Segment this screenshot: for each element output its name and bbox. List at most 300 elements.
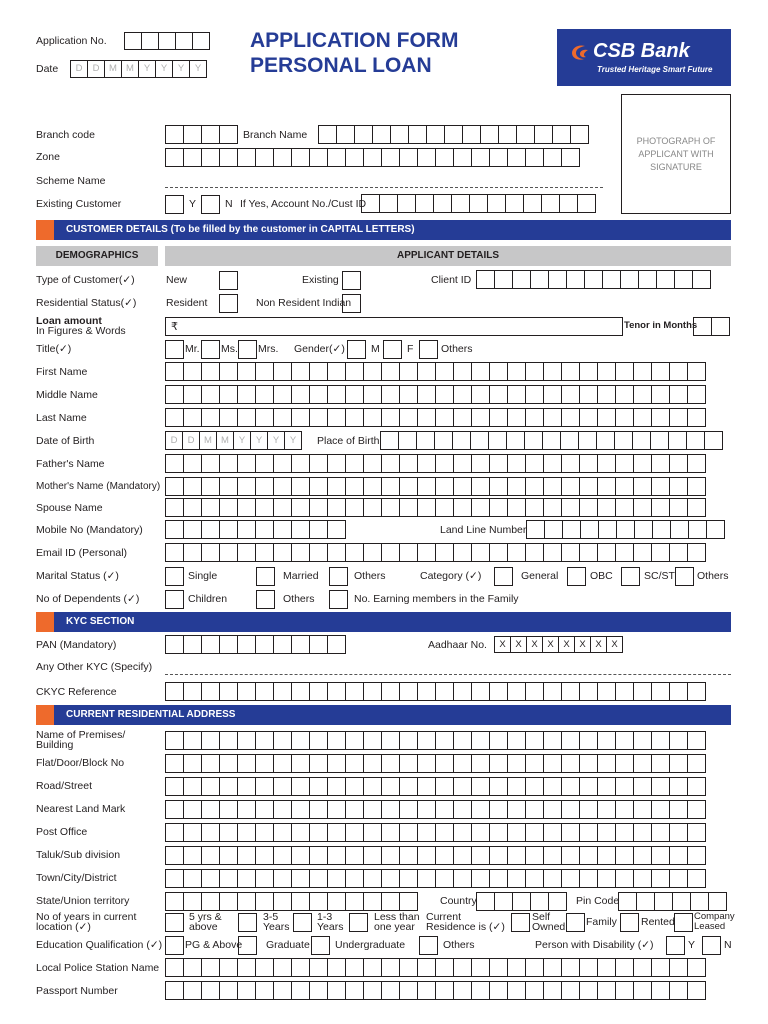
last-name-box[interactable] [291, 408, 310, 427]
fathers-name-box[interactable] [561, 454, 580, 473]
place-of-birth-box[interactable] [578, 431, 597, 450]
account-no-box[interactable] [559, 194, 578, 213]
gender-f-checkbox[interactable] [383, 340, 402, 359]
ckyc-box[interactable] [507, 682, 526, 701]
pin-code-box[interactable] [708, 892, 727, 911]
middle-name-box[interactable] [219, 385, 238, 404]
flat-box[interactable] [489, 754, 508, 773]
zone-box[interactable] [507, 148, 526, 167]
ckyc-box[interactable] [399, 682, 418, 701]
client-id-box[interactable] [512, 270, 531, 289]
client-id-box[interactable] [494, 270, 513, 289]
zone-box[interactable] [381, 148, 400, 167]
landline-box[interactable] [706, 520, 725, 539]
premises-box[interactable] [183, 731, 202, 750]
first-name-box[interactable] [327, 362, 346, 381]
flat-box[interactable] [183, 754, 202, 773]
last-name-box[interactable] [489, 408, 508, 427]
flat-box[interactable] [597, 754, 616, 773]
last-name-box[interactable] [579, 408, 598, 427]
flat-box[interactable] [561, 754, 580, 773]
dob-box[interactable]: D [182, 431, 200, 450]
passport-box[interactable] [219, 981, 238, 1000]
single-checkbox[interactable] [165, 567, 184, 586]
last-name-box[interactable] [381, 408, 400, 427]
police-station-box[interactable] [453, 958, 472, 977]
police-station-box[interactable] [273, 958, 292, 977]
police-station-box[interactable] [399, 958, 418, 977]
town-box[interactable] [471, 869, 490, 888]
email-box[interactable] [525, 543, 544, 562]
ckyc-box[interactable] [543, 682, 562, 701]
resident-checkbox[interactable] [219, 294, 238, 313]
ckyc-box[interactable] [417, 682, 436, 701]
client-id-box[interactable] [638, 270, 657, 289]
road-box[interactable] [633, 777, 652, 796]
place-of-birth-box[interactable] [398, 431, 417, 450]
middle-name-box[interactable] [399, 385, 418, 404]
ckyc-box[interactable] [489, 682, 508, 701]
town-box[interactable] [561, 869, 580, 888]
flat-box[interactable] [525, 754, 544, 773]
zone-box[interactable] [255, 148, 274, 167]
application-no-box[interactable] [158, 32, 176, 50]
state-box[interactable] [255, 892, 274, 911]
dob-box[interactable]: Y [267, 431, 285, 450]
ckyc-box[interactable] [669, 682, 688, 701]
post-office-box[interactable] [183, 823, 202, 842]
town-box[interactable] [579, 869, 598, 888]
account-no-box[interactable] [523, 194, 542, 213]
last-name-box[interactable] [345, 408, 364, 427]
middle-name-box[interactable] [489, 385, 508, 404]
mothers-name-box[interactable] [381, 477, 400, 496]
children-checkbox[interactable] [165, 590, 184, 609]
ckyc-box[interactable] [525, 682, 544, 701]
town-box[interactable] [201, 869, 220, 888]
last-name-box[interactable] [183, 408, 202, 427]
landmark-box[interactable] [255, 800, 274, 819]
last-name-box[interactable] [327, 408, 346, 427]
zone-box[interactable] [561, 148, 580, 167]
taluk-box[interactable] [363, 846, 382, 865]
first-name-box[interactable] [219, 362, 238, 381]
email-box[interactable] [201, 543, 220, 562]
flat-box[interactable] [633, 754, 652, 773]
landmark-box[interactable] [525, 800, 544, 819]
middle-name-box[interactable] [687, 385, 706, 404]
state-box[interactable] [399, 892, 418, 911]
spouse-name-box[interactable] [543, 498, 562, 517]
taluk-box[interactable] [489, 846, 508, 865]
police-station-box[interactable] [201, 958, 220, 977]
last-name-box[interactable] [561, 408, 580, 427]
taluk-box[interactable] [651, 846, 670, 865]
town-box[interactable] [543, 869, 562, 888]
flat-box[interactable] [309, 754, 328, 773]
town-box[interactable] [453, 869, 472, 888]
landmark-box[interactable] [615, 800, 634, 819]
client-id-box[interactable] [530, 270, 549, 289]
dob-box[interactable]: Y [250, 431, 268, 450]
aadhaar-box[interactable]: X [526, 636, 543, 653]
post-office-box[interactable] [687, 823, 706, 842]
client-id-box[interactable] [656, 270, 675, 289]
mothers-name-box[interactable] [255, 477, 274, 496]
landline-box[interactable] [616, 520, 635, 539]
spouse-name-box[interactable] [453, 498, 472, 517]
spouse-name-boxes[interactable] [165, 498, 706, 517]
post-office-box[interactable] [291, 823, 310, 842]
middle-name-box[interactable] [471, 385, 490, 404]
spouse-name-box[interactable] [381, 498, 400, 517]
police-station-box[interactable] [615, 958, 634, 977]
state-box[interactable] [183, 892, 202, 911]
road-box[interactable] [435, 777, 454, 796]
mothers-name-box[interactable] [471, 477, 490, 496]
country-box[interactable] [476, 892, 495, 911]
passport-box[interactable] [453, 981, 472, 1000]
email-box[interactable] [507, 543, 526, 562]
landline-box[interactable] [652, 520, 671, 539]
flat-boxes[interactable] [165, 754, 706, 773]
passport-box[interactable] [507, 981, 526, 1000]
premises-box[interactable] [291, 731, 310, 750]
email-box[interactable] [381, 543, 400, 562]
pin-code-box[interactable] [636, 892, 655, 911]
town-box[interactable] [363, 869, 382, 888]
fathers-name-box[interactable] [489, 454, 508, 473]
town-box[interactable] [417, 869, 436, 888]
mothers-name-box[interactable] [273, 477, 292, 496]
town-box[interactable] [399, 869, 418, 888]
email-box[interactable] [543, 543, 562, 562]
mothers-name-box[interactable] [489, 477, 508, 496]
mothers-name-box[interactable] [687, 477, 706, 496]
place-of-birth-boxes[interactable] [380, 431, 723, 450]
ckyc-box[interactable] [273, 682, 292, 701]
landline-box[interactable] [634, 520, 653, 539]
road-box[interactable] [453, 777, 472, 796]
middle-name-box[interactable] [309, 385, 328, 404]
branch-name-box[interactable] [318, 125, 337, 144]
pan-box[interactable] [165, 635, 184, 654]
ckyc-box[interactable] [345, 682, 364, 701]
email-box[interactable] [309, 543, 328, 562]
road-box[interactable] [201, 777, 220, 796]
mothers-name-box[interactable] [651, 477, 670, 496]
fathers-name-box[interactable] [345, 454, 364, 473]
email-box[interactable] [489, 543, 508, 562]
taluk-box[interactable] [327, 846, 346, 865]
date-box[interactable]: Y [138, 60, 156, 78]
pin-code-boxes[interactable] [618, 892, 727, 911]
last-name-boxes[interactable] [165, 408, 706, 427]
mobile-boxes[interactable] [165, 520, 346, 539]
post-office-box[interactable] [579, 823, 598, 842]
account-no-box[interactable] [379, 194, 398, 213]
passport-box[interactable] [309, 981, 328, 1000]
state-box[interactable] [291, 892, 310, 911]
last-name-box[interactable] [399, 408, 418, 427]
middle-name-box[interactable] [525, 385, 544, 404]
post-office-box[interactable] [651, 823, 670, 842]
police-station-box[interactable] [525, 958, 544, 977]
email-box[interactable] [165, 543, 184, 562]
first-name-box[interactable] [309, 362, 328, 381]
account-no-box[interactable] [577, 194, 596, 213]
premises-box[interactable] [399, 731, 418, 750]
taluk-box[interactable] [273, 846, 292, 865]
road-box[interactable] [327, 777, 346, 796]
place-of-birth-box[interactable] [506, 431, 525, 450]
middle-name-box[interactable] [615, 385, 634, 404]
mothers-name-box[interactable] [201, 477, 220, 496]
post-office-box[interactable] [201, 823, 220, 842]
client-id-box[interactable] [548, 270, 567, 289]
flat-box[interactable] [453, 754, 472, 773]
first-name-box[interactable] [615, 362, 634, 381]
first-name-box[interactable] [381, 362, 400, 381]
mothers-name-box[interactable] [597, 477, 616, 496]
middle-name-box[interactable] [165, 385, 184, 404]
road-box[interactable] [291, 777, 310, 796]
landmark-box[interactable] [309, 800, 328, 819]
middle-name-box[interactable] [273, 385, 292, 404]
client-id-box[interactable] [692, 270, 711, 289]
pin-code-box[interactable] [672, 892, 691, 911]
first-name-box[interactable] [651, 362, 670, 381]
mothers-name-box[interactable] [525, 477, 544, 496]
ckyc-box[interactable] [165, 682, 184, 701]
middle-name-box[interactable] [561, 385, 580, 404]
place-of-birth-box[interactable] [614, 431, 633, 450]
middle-name-box[interactable] [237, 385, 256, 404]
mothers-name-box[interactable] [417, 477, 436, 496]
title-ms-checkbox[interactable] [201, 340, 220, 359]
passport-box[interactable] [399, 981, 418, 1000]
middle-name-box[interactable] [417, 385, 436, 404]
post-office-box[interactable] [417, 823, 436, 842]
country-box[interactable] [494, 892, 513, 911]
post-office-box[interactable] [237, 823, 256, 842]
mothers-name-box[interactable] [327, 477, 346, 496]
mothers-name-box[interactable] [561, 477, 580, 496]
aadhaar-box[interactable]: X [510, 636, 527, 653]
premises-box[interactable] [327, 731, 346, 750]
passport-box[interactable] [291, 981, 310, 1000]
taluk-box[interactable] [453, 846, 472, 865]
town-box[interactable] [633, 869, 652, 888]
zone-box[interactable] [219, 148, 238, 167]
premises-box[interactable] [597, 731, 616, 750]
date-box[interactable]: Y [155, 60, 173, 78]
zone-box[interactable] [543, 148, 562, 167]
spouse-name-box[interactable] [201, 498, 220, 517]
first-name-boxes[interactable] [165, 362, 706, 381]
ckyc-box[interactable] [687, 682, 706, 701]
premises-box[interactable] [435, 731, 454, 750]
taluk-box[interactable] [219, 846, 238, 865]
landmark-box[interactable] [345, 800, 364, 819]
passport-box[interactable] [183, 981, 202, 1000]
aadhaar-box[interactable]: X [542, 636, 559, 653]
passport-boxes[interactable] [165, 981, 706, 1000]
mothers-name-box[interactable] [219, 477, 238, 496]
mothers-name-boxes[interactable] [165, 477, 706, 496]
road-box[interactable] [561, 777, 580, 796]
place-of-birth-box[interactable] [632, 431, 651, 450]
passport-box[interactable] [597, 981, 616, 1000]
spouse-name-box[interactable] [399, 498, 418, 517]
graduate-checkbox[interactable] [238, 936, 257, 955]
town-box[interactable] [255, 869, 274, 888]
landmark-box[interactable] [237, 800, 256, 819]
pwd-y-checkbox[interactable] [666, 936, 685, 955]
road-box[interactable] [255, 777, 274, 796]
account-no-box[interactable] [433, 194, 452, 213]
email-box[interactable] [633, 543, 652, 562]
first-name-box[interactable] [471, 362, 490, 381]
branch-name-box[interactable] [354, 125, 373, 144]
police-station-boxes[interactable] [165, 958, 706, 977]
police-station-box[interactable] [579, 958, 598, 977]
application-no-boxes[interactable] [124, 32, 210, 50]
taluk-box[interactable] [633, 846, 652, 865]
dob-box[interactable]: Y [284, 431, 302, 450]
last-name-box[interactable] [597, 408, 616, 427]
email-box[interactable] [417, 543, 436, 562]
premises-box[interactable] [561, 731, 580, 750]
taluk-box[interactable] [579, 846, 598, 865]
road-box[interactable] [471, 777, 490, 796]
police-station-box[interactable] [597, 958, 616, 977]
passport-box[interactable] [579, 981, 598, 1000]
mothers-name-box[interactable] [543, 477, 562, 496]
spouse-name-box[interactable] [579, 498, 598, 517]
premises-box[interactable] [417, 731, 436, 750]
account-no-box[interactable] [505, 194, 524, 213]
flat-box[interactable] [381, 754, 400, 773]
state-boxes[interactable] [165, 892, 418, 911]
ckyc-box[interactable] [237, 682, 256, 701]
road-box[interactable] [669, 777, 688, 796]
date-boxes[interactable] [70, 60, 207, 78]
premises-box[interactable] [687, 731, 706, 750]
zone-box[interactable] [363, 148, 382, 167]
last-name-box[interactable] [165, 408, 184, 427]
road-box[interactable] [381, 777, 400, 796]
police-station-box[interactable] [543, 958, 562, 977]
post-office-box[interactable] [309, 823, 328, 842]
taluk-box[interactable] [255, 846, 274, 865]
place-of-birth-box[interactable] [524, 431, 543, 450]
zone-boxes[interactable] [165, 148, 580, 167]
account-no-box[interactable] [397, 194, 416, 213]
five-yrs-checkbox[interactable] [165, 913, 184, 932]
fathers-name-box[interactable] [327, 454, 346, 473]
police-station-box[interactable] [687, 958, 706, 977]
ckyc-box[interactable] [579, 682, 598, 701]
passport-box[interactable] [669, 981, 688, 1000]
fathers-name-box[interactable] [309, 454, 328, 473]
flat-box[interactable] [165, 754, 184, 773]
police-station-box[interactable] [327, 958, 346, 977]
state-box[interactable] [273, 892, 292, 911]
place-of-birth-box[interactable] [704, 431, 723, 450]
premises-box[interactable] [345, 731, 364, 750]
road-box[interactable] [507, 777, 526, 796]
tenor-box[interactable] [711, 317, 730, 336]
premises-box[interactable] [453, 731, 472, 750]
zone-box[interactable] [417, 148, 436, 167]
first-name-box[interactable] [363, 362, 382, 381]
flat-box[interactable] [201, 754, 220, 773]
ckyc-box[interactable] [219, 682, 238, 701]
ckyc-boxes[interactable] [165, 682, 706, 701]
fathers-name-box[interactable] [381, 454, 400, 473]
place-of-birth-box[interactable] [650, 431, 669, 450]
middle-name-box[interactable] [345, 385, 364, 404]
category-others-checkbox[interactable] [675, 567, 694, 586]
town-box[interactable] [597, 869, 616, 888]
first-name-box[interactable] [273, 362, 292, 381]
ckyc-box[interactable] [561, 682, 580, 701]
premises-box[interactable] [201, 731, 220, 750]
first-name-box[interactable] [165, 362, 184, 381]
first-name-box[interactable] [669, 362, 688, 381]
pwd-n-checkbox[interactable] [702, 936, 721, 955]
pan-box[interactable] [255, 635, 274, 654]
post-office-box[interactable] [327, 823, 346, 842]
mothers-name-box[interactable] [435, 477, 454, 496]
post-office-box[interactable] [255, 823, 274, 842]
spouse-name-box[interactable] [165, 498, 184, 517]
police-station-box[interactable] [435, 958, 454, 977]
passport-box[interactable] [471, 981, 490, 1000]
aadhaar-box[interactable]: X [606, 636, 623, 653]
first-name-box[interactable] [435, 362, 454, 381]
aadhaar-box[interactable]: X [574, 636, 591, 653]
mothers-name-box[interactable] [453, 477, 472, 496]
passport-box[interactable] [165, 981, 184, 1000]
landmark-box[interactable] [651, 800, 670, 819]
road-box[interactable] [525, 777, 544, 796]
landmark-box[interactable] [363, 800, 382, 819]
flat-box[interactable] [291, 754, 310, 773]
gender-m-checkbox[interactable] [347, 340, 366, 359]
existing-checkbox[interactable] [342, 271, 361, 290]
landmark-box[interactable] [201, 800, 220, 819]
branch-name-box[interactable] [462, 125, 481, 144]
flat-box[interactable] [363, 754, 382, 773]
branch-name-box[interactable] [444, 125, 463, 144]
middle-name-box[interactable] [543, 385, 562, 404]
police-station-box[interactable] [291, 958, 310, 977]
email-box[interactable] [669, 543, 688, 562]
spouse-name-box[interactable] [363, 498, 382, 517]
first-name-box[interactable] [453, 362, 472, 381]
mothers-name-box[interactable] [291, 477, 310, 496]
branch-name-box[interactable] [372, 125, 391, 144]
mothers-name-box[interactable] [165, 477, 184, 496]
place-of-birth-box[interactable] [380, 431, 399, 450]
premises-box[interactable] [273, 731, 292, 750]
middle-name-box[interactable] [183, 385, 202, 404]
client-id-box[interactable] [584, 270, 603, 289]
post-office-box[interactable] [597, 823, 616, 842]
zone-box[interactable] [489, 148, 508, 167]
